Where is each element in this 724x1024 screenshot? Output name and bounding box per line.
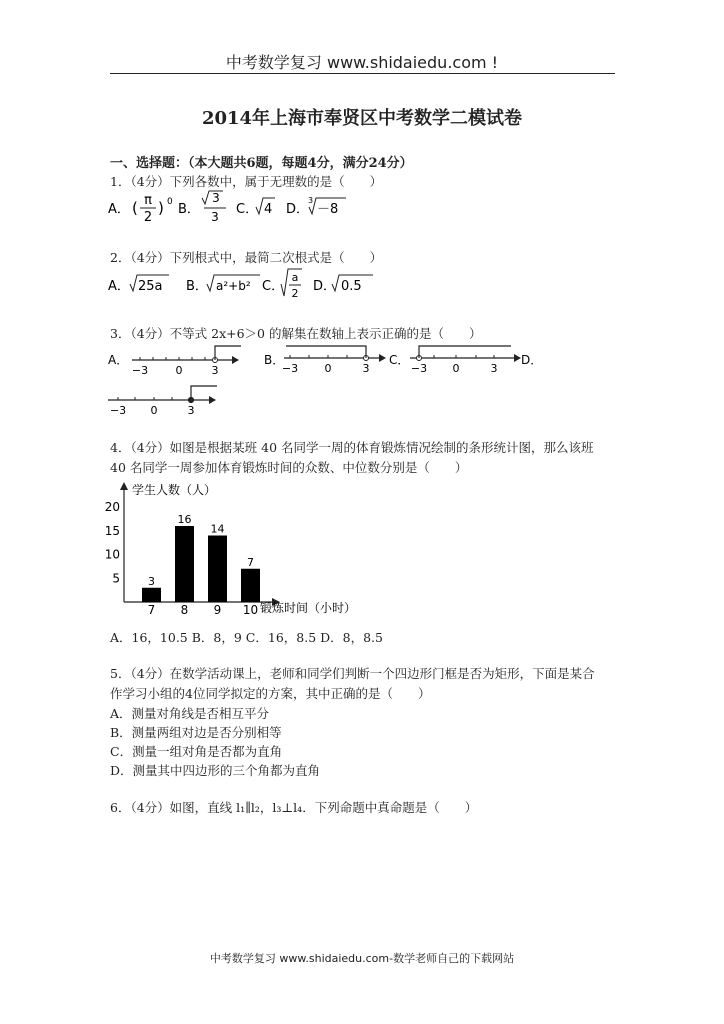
x-tick-label-7: 7 (147, 603, 156, 617)
q5-stem-line2: 作学习小组的4位同学拟定的方案，其中正确的是（ ） (110, 686, 431, 701)
q3-c-tick-0: 0 (452, 362, 460, 375)
q3-b-ray (286, 346, 366, 358)
q3-c-arrow (514, 354, 521, 362)
q5-option-d: D．测量其中四边形的三个角都为直角 (110, 763, 321, 778)
y-tick-label-15: 15 (104, 523, 120, 538)
y-tick-label-20: 20 (104, 500, 120, 514)
q2-b-label: B． (186, 279, 208, 294)
q2-stem: 2．（4分）下列根式中，最简二次根式是（ ） (110, 250, 383, 265)
q5-option-b: B．测量两组对边是否分别相等 (110, 725, 282, 740)
page-header: 中考数学复习 www.shidaiedu.com ! (225, 53, 499, 72)
q3-c-tick-3: 3 (490, 362, 498, 375)
q3-b-tick-3: 3 (362, 362, 370, 375)
q3-stem: 3．（4分）不等式 2x+6＞0 的解集在数轴上表示正确的是（ ） (110, 326, 482, 341)
section-heading: 一、选择题：（本大题共6题，每题4分，满分24分） (110, 156, 413, 171)
q2-c-label: C． (262, 279, 285, 294)
q1-a-den: 2 (143, 210, 153, 225)
q4-stem-line1: 4．（4分）如图是根据某班 40 名同学一周的体育锻炼情况绘制的条形统计图，那么该班 (110, 440, 594, 455)
q2-options (106, 266, 386, 306)
bar-8 (175, 526, 194, 602)
q1-d-rad: －8 (317, 202, 339, 217)
q1-b-label: B． (178, 202, 200, 217)
q5-stem-line1: 5．（4分）在数学活动课上，老师和同学们判断一个四边形门框是否为矩形，下面是某合 (110, 666, 595, 681)
bar-chart (104, 478, 384, 623)
q2-d-rad: 0.5 (341, 279, 362, 294)
q3-d-ray (191, 386, 217, 400)
q2-a-rad: 25a (138, 279, 163, 294)
q3-b-tick-0: 0 (324, 362, 332, 375)
bar-10 (241, 569, 260, 602)
y-axis-arrow (120, 482, 128, 490)
q3-a-arrow (232, 356, 239, 364)
q1-a-exp: 0 (167, 197, 173, 207)
data-label-10: 7 (247, 555, 254, 569)
q1-c-rad: 4 (264, 202, 273, 217)
q3-b-label: B． (264, 353, 285, 367)
q3-d-arrow (209, 396, 216, 404)
q1-c-label: C． (236, 202, 259, 217)
page-footer: 中考数学复习 www.shidaiedu.com-数学老师自己的下载网站 (209, 952, 515, 965)
bar-9 (208, 536, 227, 603)
q3-b-arrow (379, 354, 386, 362)
q2-d-label: D． (313, 279, 337, 294)
q1-stem: 1．（4分）下列各数中，属于无理数的是（ ） (110, 174, 383, 189)
q1-d-label: D． (286, 202, 310, 217)
q3-a-tick-0: 0 (175, 364, 183, 377)
q3-c-label: C． (389, 353, 410, 367)
data-label-7: 3 (148, 574, 155, 588)
q1-b-den: 3 (211, 210, 219, 224)
q2-a-label: A． (108, 279, 130, 294)
y-axis-label: 学生人数（人） (132, 483, 217, 497)
q3-a-tick-neg3: −3 (131, 364, 149, 377)
q3-d-tick-0: 0 (150, 404, 158, 417)
bar-7 (142, 588, 161, 602)
x-axis-label: 锻炼时间（小时） (260, 601, 357, 615)
q4-stem-line2: 40 名同学一周参加体育锻炼时间的众数、中位数分别是（ ） (110, 460, 468, 475)
q3-b-tick-neg3: −3 (281, 362, 299, 375)
q3-c-ray (419, 346, 511, 358)
x-tick-label-8: 8 (180, 603, 189, 617)
q5-option-a: A．测量对角线是否相互平分 (110, 706, 270, 721)
q1-d-index: 3 (308, 196, 314, 205)
exam-title: 2014年上海市奉贤区中考数学二模试卷 (201, 108, 523, 129)
q3-d-tick-neg3: −3 (109, 404, 127, 417)
y-tick-label-10: 10 (104, 547, 120, 562)
q2-c-num: a (291, 271, 299, 284)
q5-option-c: C．测量一组对角是否都为直角 (110, 744, 283, 759)
x-tick-label-9: 9 (213, 603, 222, 617)
q3-a-label: A． (108, 353, 129, 367)
q1-a-label: A． (108, 202, 130, 217)
q3-number-lines (104, 340, 544, 420)
q3-d-label: D． (521, 353, 543, 367)
q1-options (106, 188, 366, 228)
q6-stem: 6．（4分）如图，直线 l₁∥l₂，l₃⊥l₄．下列命题中真命题是（ ） (110, 800, 478, 815)
q3-a-ray (215, 346, 241, 360)
q2-b-rad: a²+b² (216, 279, 251, 293)
x-tick-label-10: 10 (242, 603, 259, 617)
y-tick-label-5: 5 (112, 571, 120, 586)
header-divider (110, 73, 615, 74)
q1-a-rparen: ) (158, 199, 164, 217)
chart-marks (105, 500, 260, 617)
q1-a-lparen: ( (132, 199, 138, 217)
q1-b-num: 3 (212, 191, 220, 205)
q2-c-den: 2 (291, 287, 299, 300)
q3-a-tick-3: 3 (211, 364, 219, 377)
data-label-9: 14 (210, 522, 225, 536)
q3-c-tick-neg3: −3 (410, 362, 428, 375)
q1-a-num: π (144, 193, 152, 208)
q4-options: A．16，10.5 B．8，9 C．16，8.5 D．8，8.5 (110, 630, 383, 645)
q3-d-tick-3: 3 (187, 404, 195, 417)
data-label-8: 16 (177, 513, 192, 526)
